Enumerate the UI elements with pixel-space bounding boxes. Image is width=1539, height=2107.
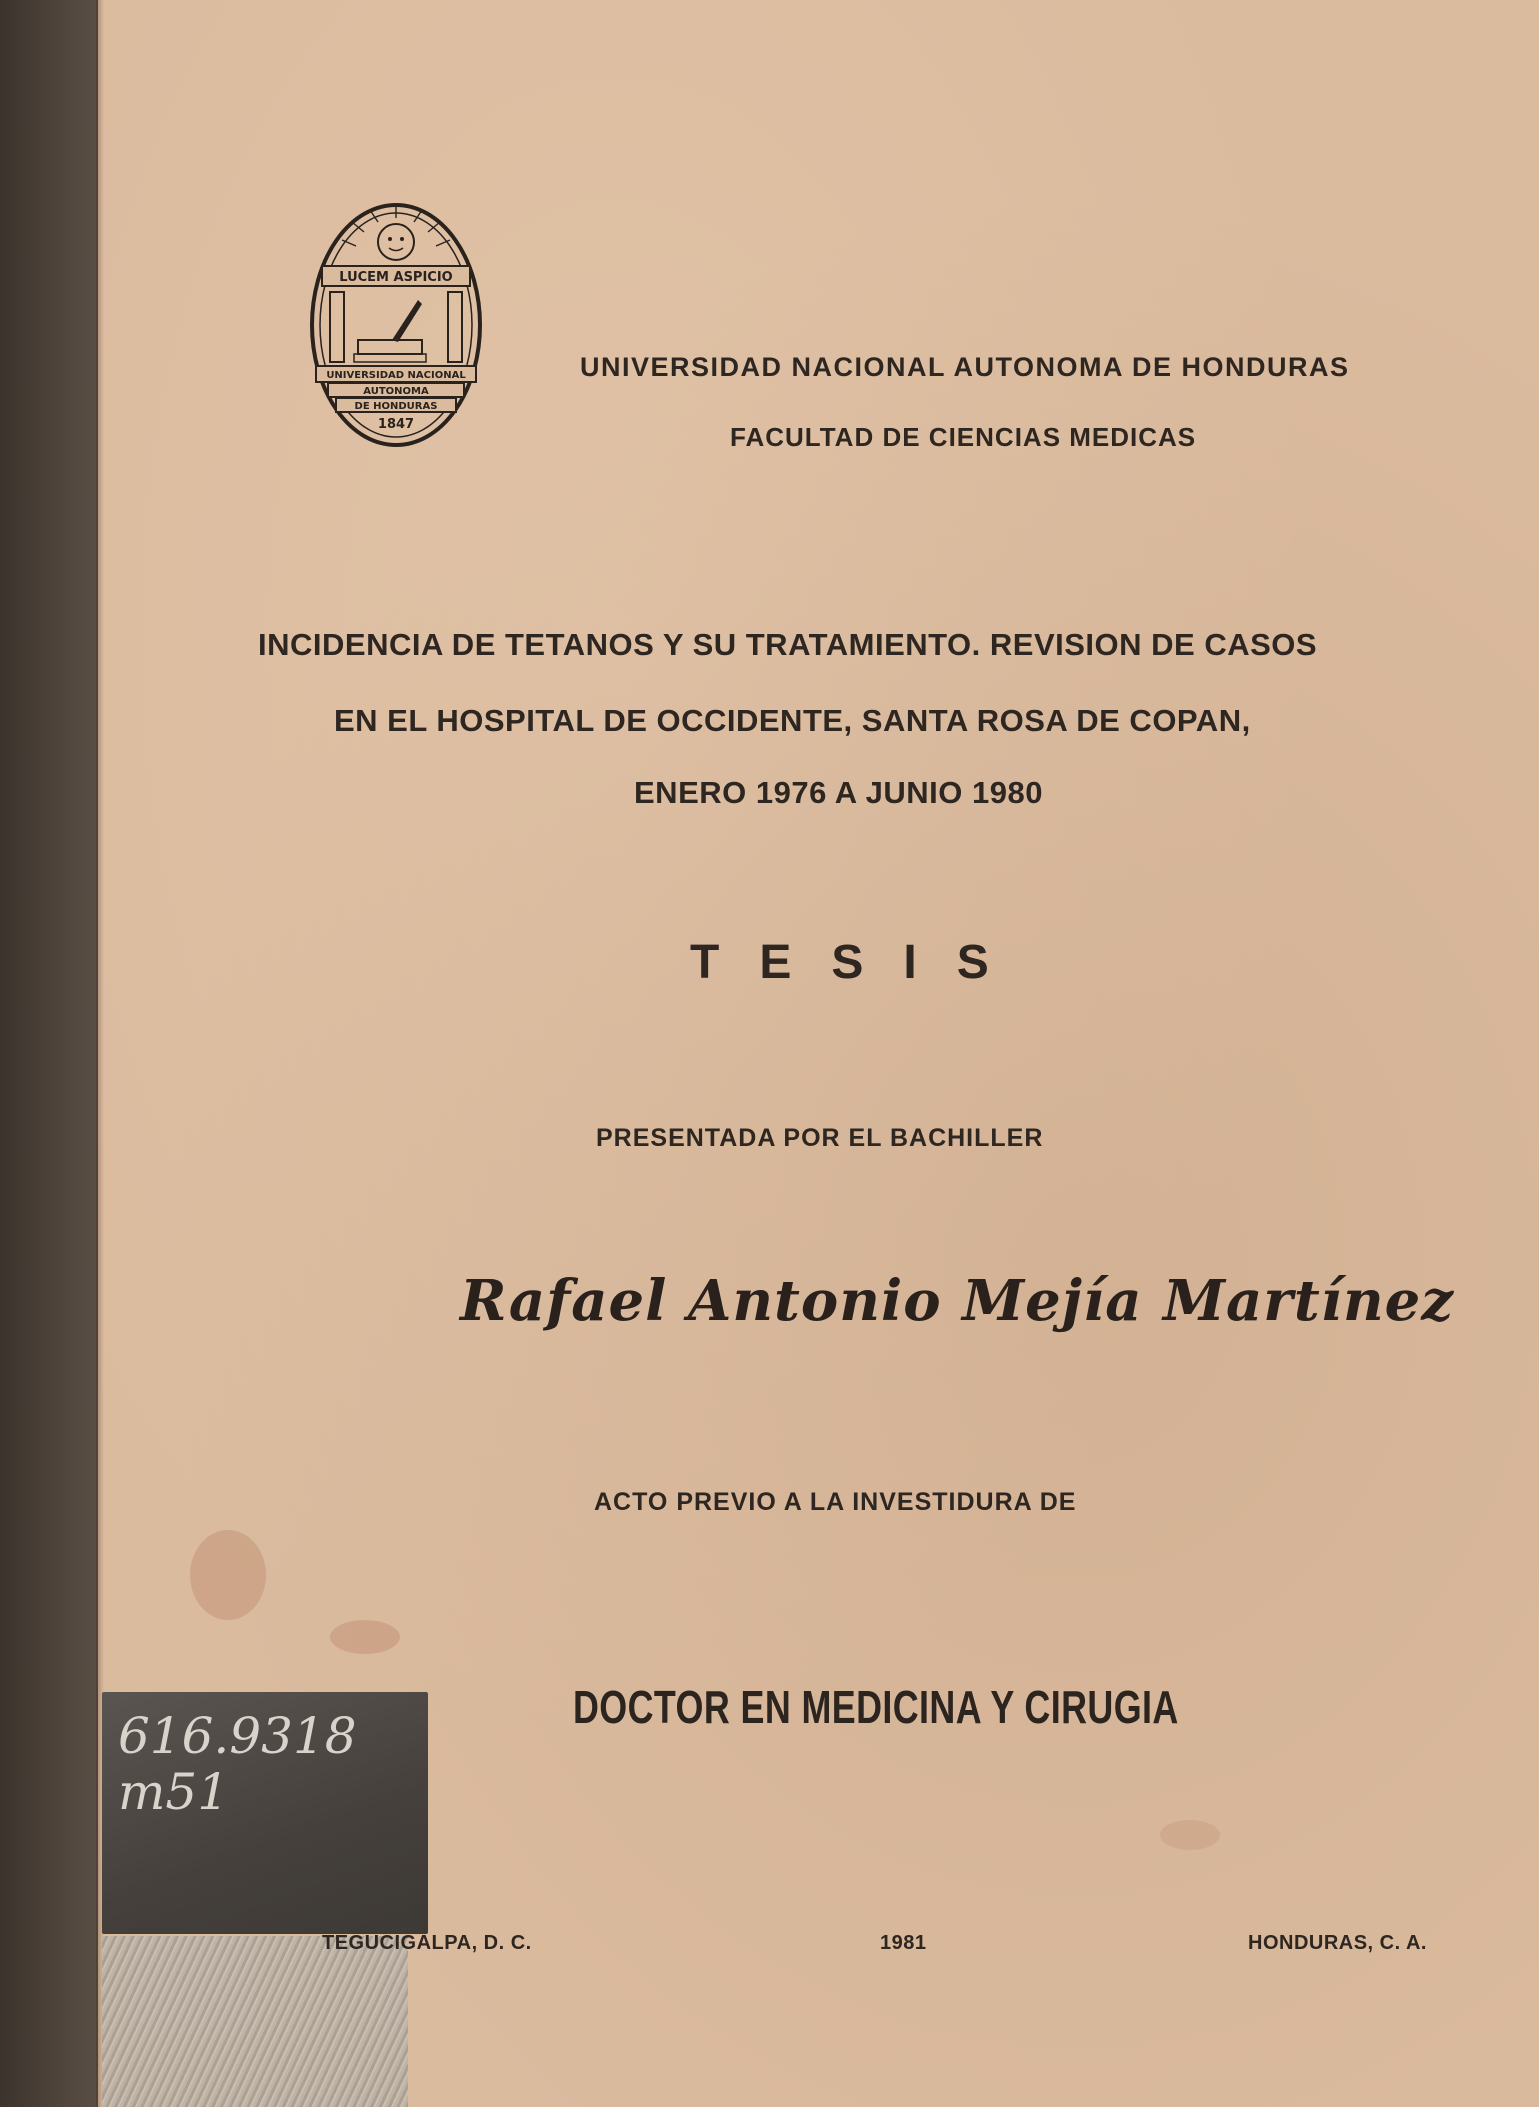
faculty-name: FACULTAD DE CIENCIAS MEDICAS bbox=[730, 422, 1197, 452]
university-name: UNIVERSIDAD NACIONAL AUTONOMA DE HONDURAS bbox=[580, 352, 1350, 382]
footer-city: TEGUCIGALPA, D. C. bbox=[322, 1932, 532, 1954]
thesis-title-line: ENERO 1976 A JUNIO 1980 bbox=[634, 775, 1043, 810]
seal-year: 1847 bbox=[377, 417, 415, 432]
stain bbox=[1160, 1820, 1220, 1850]
worn-cover-area bbox=[102, 1936, 408, 2107]
call-number bbox=[118, 1708, 357, 1820]
university-seal-icon bbox=[308, 200, 484, 450]
seal-ribbon-line: AUTONOMA bbox=[363, 386, 429, 397]
call-number-line: m51 bbox=[118, 1763, 230, 1821]
call-number-line: 616.9318 bbox=[118, 1707, 357, 1765]
seal-motto: LUCEM ASPICIO bbox=[339, 270, 453, 285]
prior-act-text: ACTO PREVIO A LA INVESTIDURA DE bbox=[594, 1488, 1077, 1516]
seal-ribbon-line: UNIVERSIDAD NACIONAL bbox=[326, 370, 466, 381]
footer-country: HONDURAS, C. A. bbox=[1248, 1932, 1427, 1954]
stain bbox=[330, 1620, 400, 1654]
stain bbox=[190, 1530, 266, 1620]
thesis-heading: TESIS bbox=[690, 936, 1029, 989]
thesis-title-line: INCIDENCIA DE TETANOS Y SU TRATAMIENTO. REVISION DE CASOS bbox=[258, 627, 1318, 662]
author-name: Rafael Antonio Mejía Martínez bbox=[460, 1268, 1455, 1334]
degree-title: DOCTOR EN MEDICINA Y CIRUGIA bbox=[573, 1681, 1179, 1733]
footer-year: 1981 bbox=[880, 1932, 927, 1954]
presented-by: PRESENTADA POR EL BACHILLER bbox=[596, 1124, 1044, 1152]
book-spine bbox=[0, 0, 98, 2107]
thesis-title-line: EN EL HOSPITAL DE OCCIDENTE, SANTA ROSA DE COPAN, bbox=[334, 703, 1251, 738]
seal-ribbon-line: DE HONDURAS bbox=[354, 401, 438, 412]
